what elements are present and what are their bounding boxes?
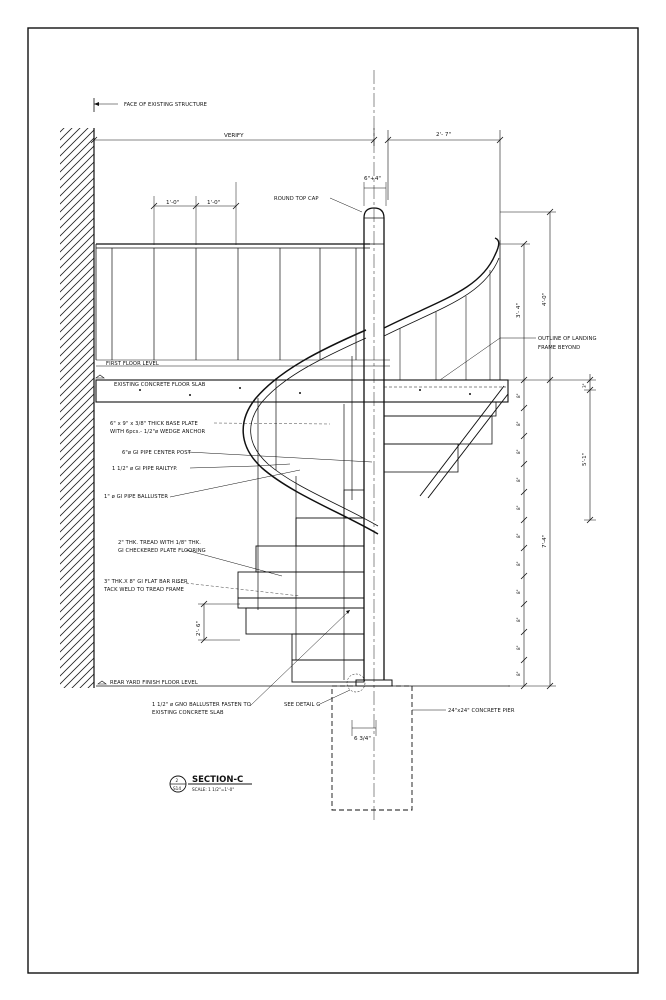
base-plate-label-1: 6" x 9" x 3/8" THICK BASE PLATE (110, 421, 198, 427)
riser-text-11: 8" (516, 671, 521, 676)
right-top-dimension (385, 130, 503, 240)
gi-baluster-label-2: EXISTING CONCRETE SLAB (152, 710, 224, 716)
upper-h-text: 4'-0" (542, 292, 548, 306)
steps-beyond (344, 402, 496, 518)
seven-four-text: 7'-4" (542, 534, 548, 548)
concrete-pier (332, 686, 515, 810)
rear-yard-label: REAR YARD FINISH FLOOR LEVEL (110, 680, 198, 686)
riser-label-2: TACK WELD TO TREAD FRAME (104, 587, 185, 593)
five-one-text: 5'-1" (582, 452, 588, 466)
spacing-dimensions (151, 182, 239, 245)
round-top-cap-label: ROUND TOP CAP (274, 196, 319, 202)
pier-width-text: 6 3/4" (354, 736, 371, 742)
tread-label-2: GI CHECKERED PLATE FLOORING (118, 548, 206, 554)
verify-text: VERIFY (224, 133, 244, 139)
baluster-label: 1" ø GI PIPE BALLUSTER (104, 494, 169, 500)
existing-wall (60, 128, 94, 688)
center-post-label: 6"ø GI PIPE CENTER POST (122, 450, 191, 456)
three-inch-text: 3" (582, 383, 587, 388)
outline-label-2: FRAME BEYOND (538, 345, 581, 351)
post-dia-dimension (364, 176, 386, 206)
spacing-b-text: 1'-0" (207, 200, 221, 206)
tread-label-1: 2" THK. TREAD WITH 1/8" THK. (118, 540, 202, 546)
gi-baluster-label-1: 1 1/2" ø GNO BALLUSTER FASTEN TO (152, 702, 251, 708)
riser-text-8: 8" (516, 589, 521, 594)
outline-label-1: OUTLINE OF LANDING (538, 336, 597, 342)
riser-text-1: 8" (516, 393, 521, 398)
riser-text-6: 8" (516, 533, 521, 538)
riser-label-1: 3" THK.X 8" GI FLAT BAR RISER (104, 579, 188, 585)
section-name: SECTION-C (192, 775, 244, 785)
steps-front (238, 518, 364, 682)
riser-text-2: 8" (516, 421, 521, 426)
right-top-text: 2'- 7" (436, 132, 452, 138)
section-scale: SCALE: 1 1/2"=1'-0" (192, 787, 235, 792)
first-floor-label: FIRST FLOOR LEVEL (106, 361, 159, 367)
section-title (170, 775, 252, 792)
left-callouts (103, 421, 372, 716)
sheet-border (28, 28, 638, 973)
verify-dimension (91, 128, 377, 146)
base-plate (96, 674, 510, 692)
spiral-handrail-front (243, 330, 378, 534)
riser-text-9: 8" (516, 617, 521, 622)
face-existing-callout (94, 98, 207, 112)
see-detail-label: SEE DETAIL G (284, 702, 321, 708)
railing-label: 1 1/2" ø GI PIPE RAILTYP. (112, 466, 178, 472)
round-top-cap-callout (274, 196, 362, 212)
riser-text-5: 8" (516, 505, 521, 510)
detail-number: 2 (175, 778, 179, 783)
floor-slab (96, 361, 508, 402)
riser-text-10: 8" (516, 645, 521, 650)
post-dia-text: 6"+4" (364, 176, 381, 182)
face-existing-label: FACE OF EXISTING STRUCTURE (124, 102, 208, 108)
concrete-pier-label: 24"x24" CONCRETE PIER (448, 708, 515, 714)
left-dimension (196, 601, 240, 643)
spacing-a-text: 1'-0" (166, 200, 180, 206)
right-dimensions (500, 209, 596, 689)
sheet-number: S14 (173, 786, 181, 791)
spiral-handrail-upper (384, 238, 500, 380)
riser-text-7: 8" (516, 561, 521, 566)
riser-text-4: 8" (516, 477, 521, 482)
existing-slab-label: EXISTING CONCRETE FLOOR SLAB (114, 382, 206, 388)
base-plate-label-2: WITH 6pcs.- 1/2"ø WEDGE ANCHOR (110, 429, 206, 435)
landing-frame (384, 336, 597, 498)
two-six-text: 2'- 6" (196, 620, 202, 636)
riser-text-3: 8" (516, 449, 521, 454)
rail-h-text: 3'- 4" (516, 302, 522, 318)
